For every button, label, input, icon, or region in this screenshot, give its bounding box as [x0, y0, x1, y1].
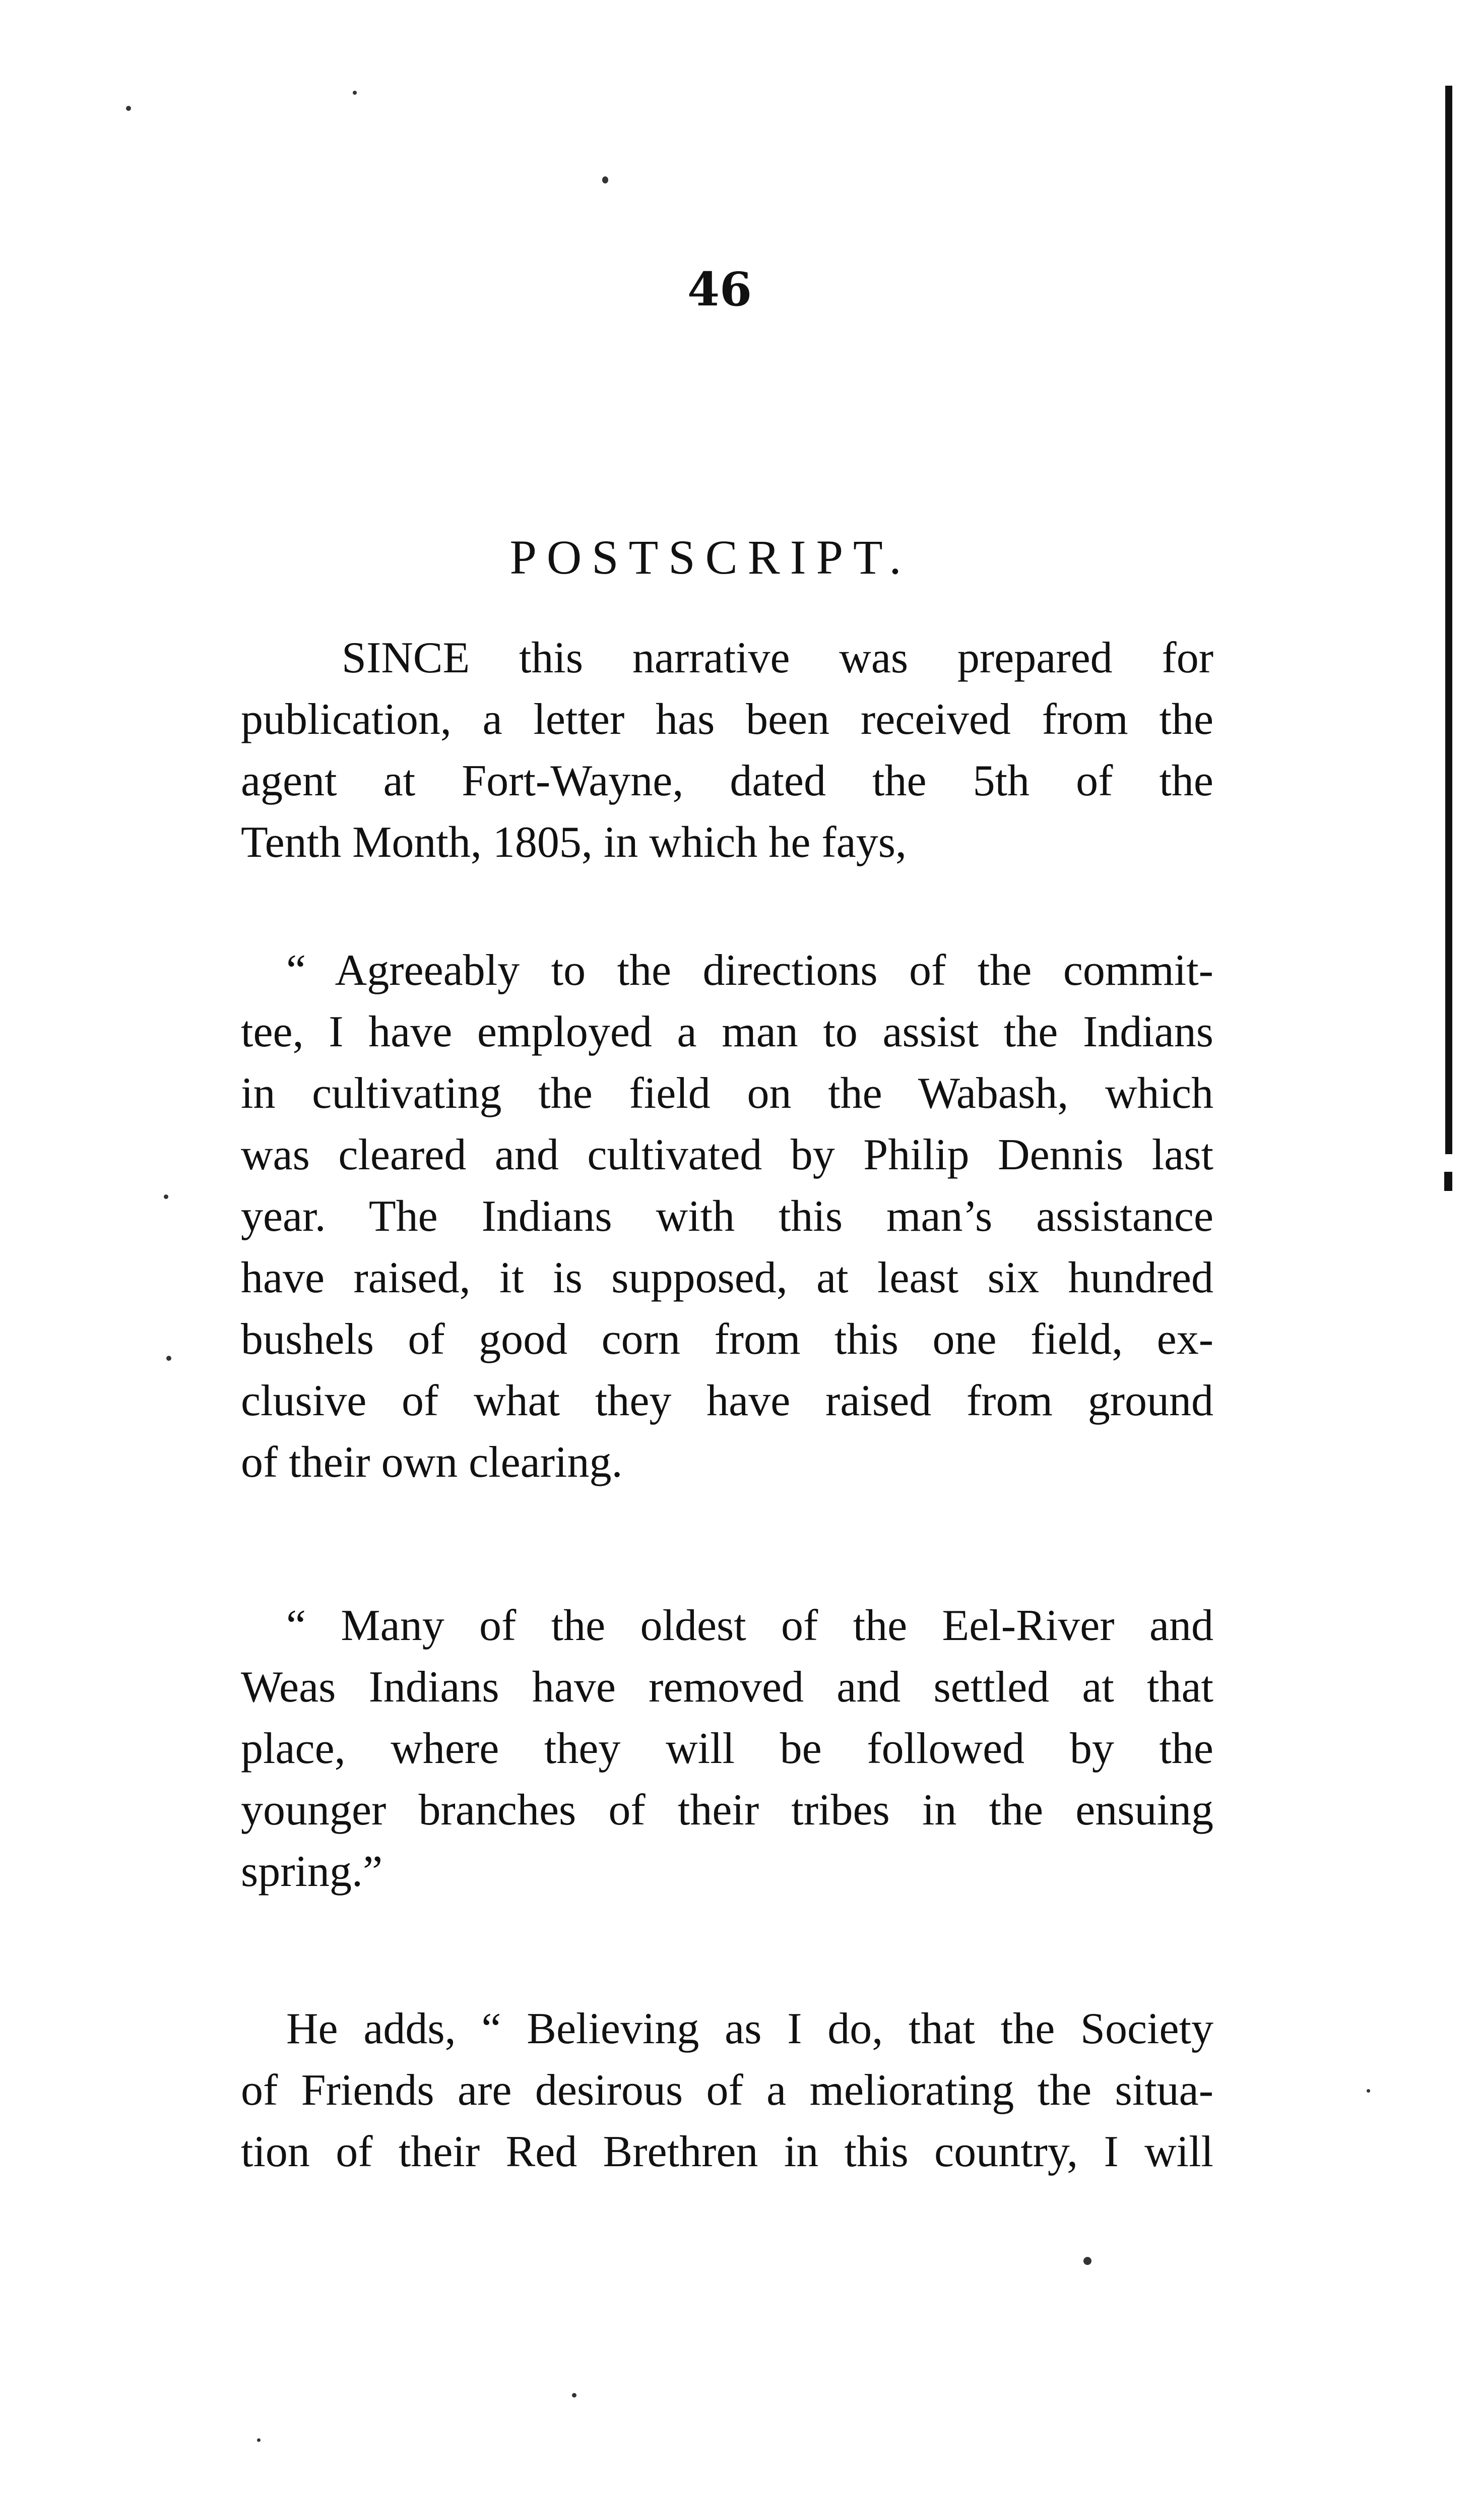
text-line: of their own clearing. [241, 1438, 623, 1487]
scan-speck [572, 2393, 576, 2398]
paragraph-eel-river-quote [241, 1595, 1213, 1903]
scan-speck [126, 106, 131, 111]
scan-speck [257, 2438, 261, 2442]
text-line: place, where they will be followed by the [241, 1724, 1213, 1773]
text-line: He adds, “ Believing as I do, that the Society [286, 2004, 1213, 2053]
scan-speck [1367, 2089, 1370, 2093]
scan-speck [602, 176, 608, 183]
text-line: Weas Indians have removed and settled at that [241, 1663, 1213, 1712]
text-line: tee, I have employed a man to assist the Indians [241, 1007, 1213, 1056]
text-line: year. The Indians with this man’s assistance [241, 1192, 1213, 1241]
scan-speck [353, 91, 357, 95]
text-line: tion of their Red Brethren in this country, I will [241, 2127, 1213, 2176]
text-line: spring.” [241, 1847, 383, 1896]
text-line: clusive of what they have raised from ground [241, 1376, 1213, 1425]
text-line: was cleared and cultivated by Philip Dennis last [241, 1130, 1213, 1179]
text-line: in cultivating the field on the Wabash, which [241, 1069, 1213, 1118]
page-number: 46 [687, 262, 752, 317]
text-line: “ Agreeably to the directions of the commit- [286, 946, 1213, 995]
paragraph-letter-quote [241, 940, 1213, 1493]
text-line: “ Many of the oldest of the Eel-River and [286, 1601, 1213, 1650]
text-line: of Friends are desirous of a meliorating the situa- [241, 2066, 1213, 2115]
paragraph-he-adds [241, 1998, 1213, 2183]
margin-rule [1445, 86, 1452, 1154]
text-line: publication, a letter has been received from the [241, 695, 1213, 744]
text-line: SINCE this narrative was prepared for [342, 634, 1213, 682]
page-heading: POSTSCRIPT. [509, 530, 912, 584]
scan-speck [164, 1194, 168, 1199]
text-line: agent at Fort-Wayne, dated the 5th of the [241, 757, 1213, 805]
margin-rule-mark [1444, 1172, 1452, 1191]
text-line: have raised, it is supposed, at least six hundred [241, 1253, 1213, 1302]
text-line: Tenth Month, 1805, in which he fays, [241, 818, 907, 867]
scan-speck [166, 1356, 171, 1361]
scan-speck [1083, 2257, 1091, 2265]
text-line: bushels of good corn from this one field, ex- [241, 1315, 1213, 1364]
text-line: younger branches of their tribes in the ensuing [241, 1786, 1213, 1835]
paragraph-intro [241, 627, 1213, 873]
